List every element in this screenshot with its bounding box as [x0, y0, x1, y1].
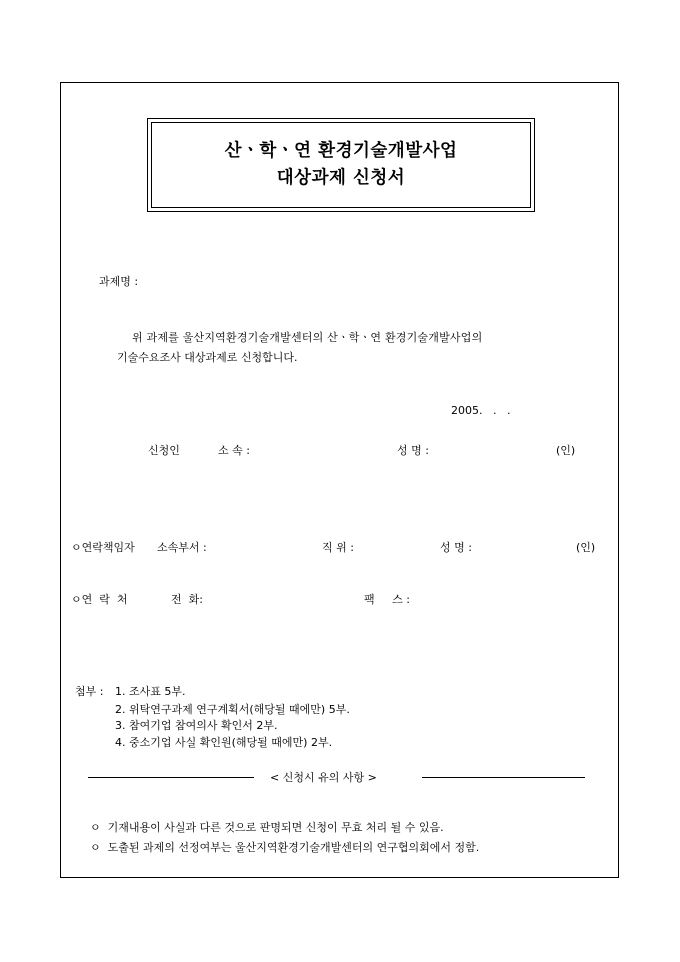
contact-seal: (인) [576, 541, 596, 554]
project-name-label: 과제명 : [99, 275, 139, 288]
divider-right [422, 777, 585, 778]
notice-item: ㅇ 기재내용이 사실과 다른 것으로 판명되면 신청이 무효 처리 될 수 있음. [90, 821, 444, 834]
contact-position-label: 직 위 : [322, 541, 354, 554]
attachment-item: 4. 중소기업 사실 확인원(해당될 때에만) 2부. [115, 736, 333, 749]
attachments-label: 첨부 : [75, 685, 104, 698]
application-date: 2005. . . [451, 404, 511, 417]
contact-name-label: 성 명 : [440, 541, 472, 554]
statement-line1: 위 과제를 울산지역환경기술개발센터의 산ㆍ학ㆍ연 환경기술개발사업의 [132, 331, 483, 344]
notice-heading: < 신청시 유의 사항 > [270, 771, 377, 784]
notice-item: ㅇ 도출된 과제의 선정여부는 울산지역환경기술개발센터의 연구협의회에서 정함. [90, 841, 480, 854]
form-title-line2: 대상과제 신청서 [276, 168, 406, 188]
applicant-affiliation-label: 소 속 : [218, 444, 250, 457]
applicant-seal: (인) [556, 444, 576, 457]
fax-label: 팩 스 : [364, 593, 410, 606]
attachment-item: 2. 위탁연구과제 연구계획서(해당될 때에만) 5부. [115, 703, 350, 716]
attachment-item: 1. 조사표 5부. [115, 685, 186, 698]
phone-label: 전 화: [171, 593, 203, 606]
title-box-inner [151, 122, 531, 208]
title-box [147, 118, 535, 212]
attachment-item: 3. 참여기업 참여의사 확인서 2부. [115, 719, 278, 732]
applicant-label: 신청인 [148, 444, 180, 457]
applicant-name-label: 성 명 : [397, 444, 429, 457]
divider-left [88, 777, 254, 778]
contact-department-label: 소속부서 : [157, 541, 207, 554]
statement-line2: 기술수요조사 대상과제로 신청합니다. [117, 351, 298, 364]
contact-info-label: ㅇ연 락 처 [71, 593, 128, 606]
form-title-line1: 산ㆍ학ㆍ연 환경기술개발사업 [224, 141, 458, 161]
contact-person-label: ㅇ연락책임자 [71, 541, 135, 554]
